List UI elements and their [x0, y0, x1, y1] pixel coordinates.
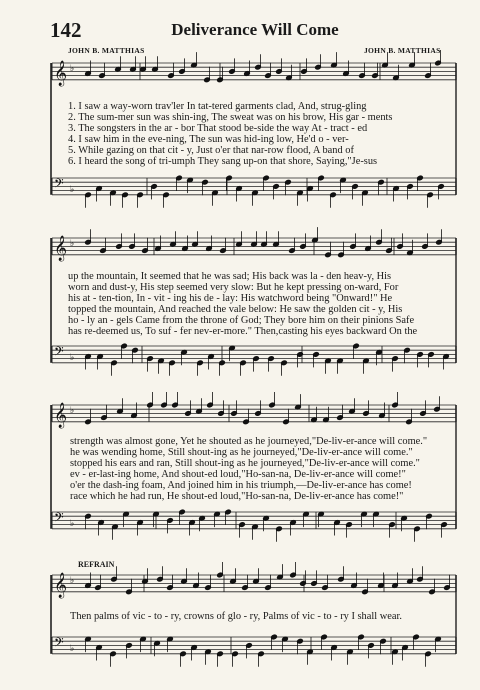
- lyric-line: Then palms of vic - to - ry, crowns of glo - ry, Palms of vic - to - ry I shall wear.: [70, 611, 402, 622]
- svg-text:𝄢: 𝄢: [54, 510, 64, 528]
- svg-text:♭: ♭: [70, 576, 75, 586]
- svg-text:𝄢: 𝄢: [54, 176, 64, 194]
- svg-text:𝄞: 𝄞: [54, 236, 68, 261]
- lyric-line: ev - er-last-ing home, And shout-ed loud,"Ho-san-na, De-liv-er-ance will come!": [70, 469, 406, 480]
- lyric-line: worn and dust-y, His step seemed very slow: But he kept pressing on-ward, For: [68, 282, 399, 293]
- svg-text:♭: ♭: [70, 519, 75, 529]
- lyric-line: 4. I saw him in the eve-ning, The sun was hid-ing low, He'd o - ver-: [68, 134, 349, 145]
- svg-text:♭: ♭: [70, 185, 75, 195]
- lyric-line: he was wending home, Still shout-ing as he journeyed,"De-liv-er-ance will come.": [70, 447, 413, 458]
- svg-text:𝄢: 𝄢: [54, 635, 64, 653]
- lyric-line: 1. I saw a way-worn trav'ler In tat-tered garments clad, And, strug-gling: [68, 101, 367, 112]
- hymn-title: Deliverance Will Come: [171, 20, 339, 39]
- lyric-line: race which he had run, He shout-ed loud,"Ho-san-na, De-liv-er-ance has come!": [70, 491, 404, 502]
- lyric-line: his at - ten-tion, In - vit - ing his de - lay: His watchword being "Onward!" He: [68, 293, 393, 304]
- svg-text:♭: ♭: [70, 239, 75, 249]
- music-credit: JOHN B. MATTHIAS: [364, 46, 441, 55]
- svg-text:♭: ♭: [70, 644, 75, 654]
- lyric-line: 5. While gazing on that cit - y, Just o'er that nar-row flood, A band of: [68, 145, 354, 156]
- svg-text:𝄢: 𝄢: [54, 344, 64, 362]
- lyric-line: 3. The songsters in the ar - bor That stood be-side the way At - tract - ed: [68, 123, 368, 134]
- lyric-line: up the mountain, It seemed that he was sad; His back was la - den heav-y, His: [68, 271, 392, 282]
- lyric-line: o'er the dash-ing foam, And joined him in his triumph,—De-liv-er-ance has come!: [70, 480, 412, 491]
- lyric-line: strength was almost gone, Yet he shouted as he journeyed,"De-liv-er-ance will come.": [70, 436, 428, 447]
- lyric-line: topped the mountain, And reached the vale below: He saw the golden cit - y, His: [68, 304, 403, 315]
- svg-text:𝄞: 𝄞: [54, 403, 68, 428]
- svg-text:𝄞: 𝄞: [54, 573, 68, 598]
- lyric-line: 6. I heard the song of tri-umph They sang up-on that shore, Saying,"Je-sus: [68, 156, 378, 167]
- lyric-line: ho - ly an - gels Came from the throne of God; They bore him on their pinions Safe: [68, 315, 415, 326]
- svg-text:♭: ♭: [70, 406, 75, 416]
- svg-text:𝄞: 𝄞: [54, 61, 68, 86]
- words-credit: JOHN B. MATTHIAS: [68, 46, 145, 55]
- lyric-line: has re-deemed us, To suf - fer nev-er-more." Then,casting his eyes backward On the: [68, 326, 418, 337]
- svg-text:♭: ♭: [70, 353, 75, 363]
- lyric-line: stopped his ears and ran, Still shout-ing as he journeyed,"De-liv-er-ance will come.": [70, 458, 420, 469]
- refrain-label: REFRAIN: [78, 560, 115, 569]
- lyric-line: 2. The sum-mer sun was shin-ing, The sweat was on his brow, His gar - ments: [68, 112, 393, 123]
- svg-text:♭: ♭: [70, 64, 75, 74]
- page-number: 142: [50, 18, 82, 42]
